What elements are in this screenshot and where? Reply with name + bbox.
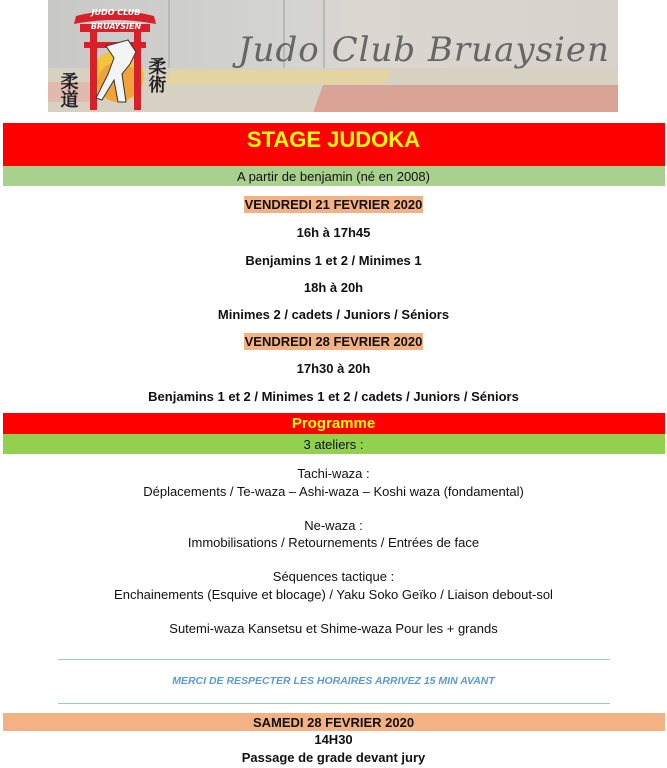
session-time: 16h à 17h45 (296, 225, 371, 240)
grading-date: SAMEDI 28 FEVRIER 2020 (252, 715, 415, 730)
notice-text: MERCI DE RESPECTER LES HORAIRES ARRIVEZ 15 MIN AVANT (172, 675, 495, 687)
session-time: 18h à 20h (303, 280, 364, 295)
programme-extra: Sutemi-waza Kansetsu et Shime-waza Pour les + grands (169, 621, 498, 636)
workshop-name: Ne-waza : (304, 518, 363, 533)
session-date (0, 197, 667, 212)
session-date-label: VENDREDI 28 FEVRIER 2020 (244, 334, 423, 349)
logo-kanji-left: 柔道 (57, 72, 79, 108)
workshop-name: Tachi-waza : (297, 466, 370, 481)
programme-title: Programme (291, 415, 376, 432)
session-date (0, 334, 667, 349)
session-groups: Minimes 2 / cadets / Juniors / Séniors (217, 307, 450, 322)
session-groups: Benjamins 1 et 2 / Minimes 1 et 2 / cadets / Juniors / Séniors (148, 389, 519, 404)
logo-kanji-right: 柔術 (145, 57, 167, 93)
workshop-detail: Déplacements / Te-waza – Ashi-waza – Koshi waza (fondamental) (143, 484, 524, 499)
grading-time: 14H30 (314, 732, 353, 747)
grading-description: Passage de grade devant jury (241, 750, 426, 765)
page-title: STAGE JUDOKA (246, 127, 421, 152)
session-time: 17h30 à 20h (296, 361, 371, 376)
divider-line (58, 659, 610, 660)
club-logo (56, 2, 171, 110)
page-subtitle: A partir de benjamin (né en 2008) (237, 169, 430, 184)
header-banner (48, 0, 618, 112)
torii-pillar-right (134, 30, 141, 110)
divider-line (58, 703, 610, 704)
workshop-detail: Immobilisations / Retournements / Entrées de face (187, 535, 480, 550)
banner-mat-red (313, 85, 618, 112)
session-date-label: VENDREDI 21 FEVRIER 2020 (244, 197, 423, 212)
logo-text-top: JUDO CLUB (91, 8, 141, 17)
session-groups: Benjamins 1 et 2 / Minimes 1 (245, 253, 422, 268)
club-name-title: Judo Club Bruaysien (238, 30, 610, 70)
workshop-name: Séquences tactique : (272, 569, 395, 584)
workshop-detail: Enchainements (Esquive et blocage) / Yaku Soko Geïko / Liaison debout-sol (114, 587, 553, 602)
banner-mat-yellow (164, 70, 392, 84)
programme-subtitle: 3 ateliers : (303, 437, 364, 452)
logo-text-bottom: BRUAYSIEN (90, 22, 142, 31)
